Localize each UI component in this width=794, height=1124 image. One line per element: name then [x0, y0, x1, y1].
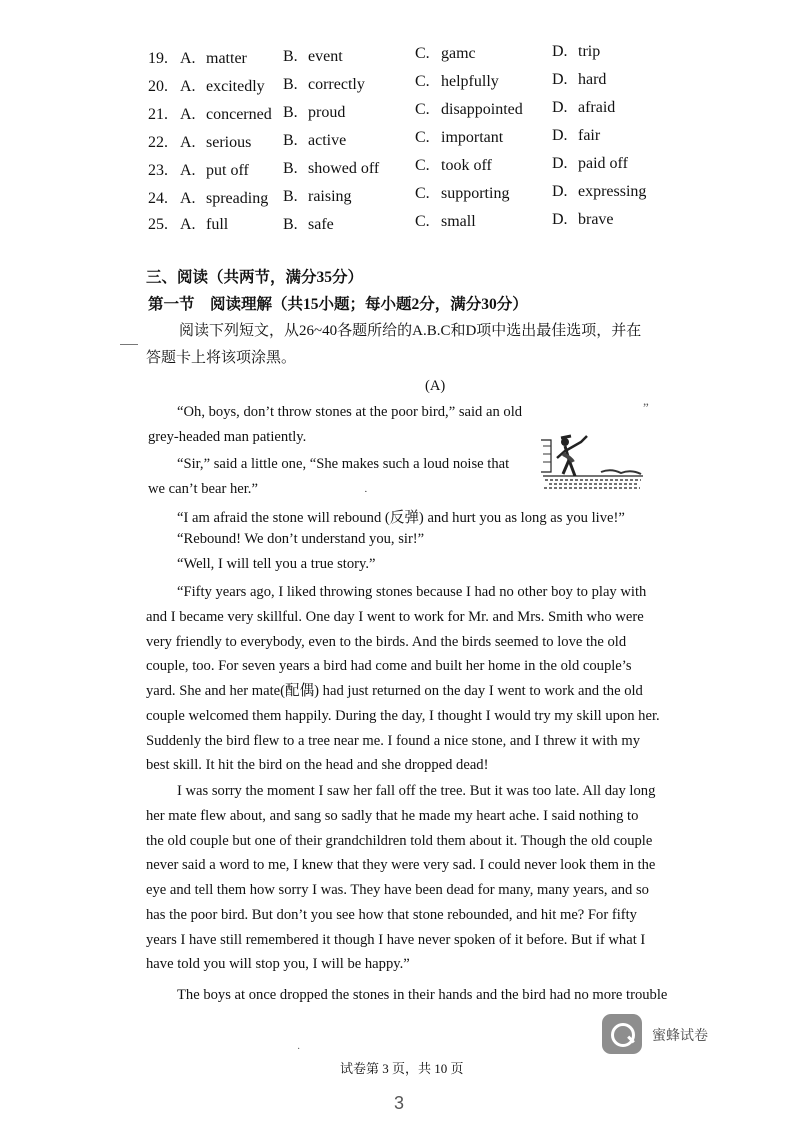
option-text: gamc: [441, 45, 476, 62]
option-letter: D.: [552, 183, 568, 200]
option-letter: B.: [283, 188, 298, 205]
text-line: I was sorry the moment I saw her fall off the tree. But it was too late. All day long: [177, 783, 656, 799]
option-text: helpfully: [441, 73, 499, 90]
option-text: took off: [441, 157, 492, 174]
option-letter: C.: [415, 213, 430, 230]
text-line: eye and tell them how sorry I was. They have been dead for many, many years, and so: [146, 882, 649, 898]
option-num: 22.: [148, 134, 168, 151]
option-text: concerned: [206, 106, 272, 123]
dialogue-line: “Sir,” said a little one, “She makes such a loud noise that: [177, 456, 510, 472]
dialogue-line: we can’t bear her.”: [148, 481, 258, 497]
option-text: put off: [206, 162, 249, 179]
option-letter: B.: [283, 76, 298, 93]
option-num: 20.: [148, 78, 168, 95]
option-text: excitedly: [206, 78, 265, 95]
option-letter: D.: [552, 43, 568, 60]
text-line: The boys at once dropped the stones in their hands and the bird had no more trouble: [177, 987, 668, 1003]
option-text: afraid: [578, 99, 616, 116]
scan-mark: [120, 344, 138, 345]
text-line: Suddenly the bird flew to a tree near me. I found a nice stone, and I threw it with my: [146, 732, 641, 749]
option-text: serious: [206, 134, 252, 151]
option-letter: C.: [415, 101, 430, 118]
option-letter: B.: [283, 132, 298, 149]
text-line: couple welcomed them happily. During the day, I thought I would try my skill upon her.: [146, 707, 660, 724]
part-title: 第一节 阅读理解（共15小题；每小题2分，满分30分）: [148, 296, 528, 313]
option-text: hard: [578, 71, 607, 88]
instruction-line-1: 阅读下列短文，从26~40各题所给的A.B.C和D项中选出最佳选项，并在: [179, 323, 642, 339]
dialogue-line: “I am afraid the stone will rebound (反弹) and hurt you as long as you live!”: [177, 510, 625, 526]
text-line: the old couple but one of their grandchildren told them about it. Though the old couple: [146, 832, 653, 849]
paragraph-2: [146, 779, 664, 977]
text-line: years I have still remembered it though I have never spoken of it before. But if what I: [146, 931, 646, 948]
option-text: showed off: [308, 160, 380, 177]
option-text: paid off: [578, 155, 628, 172]
dialogue-line: grey-headed man patiently.: [148, 429, 307, 445]
dialogue-line: “Oh, boys, don’t throw stones at the poor bird,” said an old: [177, 404, 523, 420]
option-text: event: [308, 48, 343, 65]
page-footer: 试卷第 3 页，共 10 页: [340, 1061, 464, 1076]
option-letter: A.: [180, 134, 196, 151]
dialogue-line: “Rebound! We don’t understand you, sir!”: [177, 531, 425, 547]
paragraph-1: [146, 580, 664, 778]
option-text: disappointed: [441, 101, 523, 118]
option-text: matter: [206, 50, 247, 67]
text-line: have told you will stop you, I will be happy.”: [146, 956, 410, 973]
page-number: 3: [394, 1093, 405, 1113]
option-letter: D.: [552, 99, 568, 116]
brand-logo-icon: [602, 1014, 642, 1054]
illustration-man-throwing: [541, 432, 645, 494]
option-letter: A.: [180, 50, 196, 67]
option-text: active: [308, 132, 347, 149]
option-num: 24.: [148, 190, 168, 207]
option-text: proud: [308, 104, 346, 121]
text-line: never said a word to me, I knew that they were very sad. I could never look them in the: [146, 857, 656, 874]
option-letter: C.: [415, 157, 430, 174]
option-text: small: [441, 213, 476, 230]
option-text: raising: [308, 188, 352, 205]
option-text: trip: [578, 43, 601, 60]
option-letter: C.: [415, 45, 430, 62]
option-letter: B.: [283, 216, 298, 233]
dialogue-line: “Well, I will tell you a true story.”: [177, 556, 376, 572]
option-letter: A.: [180, 216, 196, 233]
option-num: 21.: [148, 106, 168, 123]
passage-label: (A): [425, 378, 446, 394]
option-letter: D.: [552, 71, 568, 88]
option-text: full: [206, 216, 229, 233]
option-text: correctly: [308, 76, 365, 93]
paragraph-3: [146, 983, 668, 1008]
option-letter: D.: [552, 155, 568, 172]
option-num: 23.: [148, 162, 168, 179]
option-num: 19.: [148, 50, 168, 67]
option-letter: D.: [552, 211, 568, 228]
text-line: has the poor bird. But don’t you see how that stone rebounded, and hit me? For fifty: [146, 906, 637, 923]
option-letter: A.: [180, 162, 196, 179]
option-letter: D.: [552, 127, 568, 144]
option-text: fair: [578, 127, 601, 144]
option-letter: B.: [283, 104, 298, 121]
option-letter: C.: [415, 185, 430, 202]
option-letter: B.: [283, 160, 298, 177]
text-line: yard. She and her mate(配偶) had just returned on the day I went to work and the old: [146, 683, 643, 699]
option-letter: C.: [415, 129, 430, 146]
option-letter: B.: [283, 48, 298, 65]
option-letter: A.: [180, 78, 196, 95]
option-text: spreading: [206, 190, 269, 207]
text-line: couple, too. For seven years a bird had come and built her home in the old couple’s: [146, 658, 632, 675]
text-line: and I became very skillful. One day I went to work for Mr. and Mrs. Smith who were: [146, 608, 644, 625]
text-line: “Fifty years ago, I liked throwing stones because I had no other boy to play with: [177, 584, 647, 600]
option-letter: A.: [180, 190, 196, 207]
option-text: important: [441, 129, 504, 146]
text-line: her mate flew about, and sang so sadly that he made my heart ache. I said nothing to: [146, 807, 639, 824]
option-num: 25.: [148, 216, 168, 233]
text-line: best skill. It hit the bird on the head and she dropped dead!: [146, 757, 489, 774]
option-text: safe: [308, 216, 334, 233]
option-text: supporting: [441, 185, 510, 202]
option-letter: C.: [415, 73, 430, 90]
option-text: expressing: [578, 183, 647, 200]
instruction-line-2: 答题卡上将该项涂黑。: [146, 350, 297, 366]
option-text: brave: [578, 211, 614, 228]
option-letter: A.: [180, 106, 196, 123]
section-title: 三、阅读（共两节，满分35分）: [146, 269, 364, 286]
brand-name: 蜜蜂试卷: [652, 1028, 708, 1044]
text-line: very friendly to everybody, even to the birds. And the birds seemed to love the old: [146, 633, 627, 650]
